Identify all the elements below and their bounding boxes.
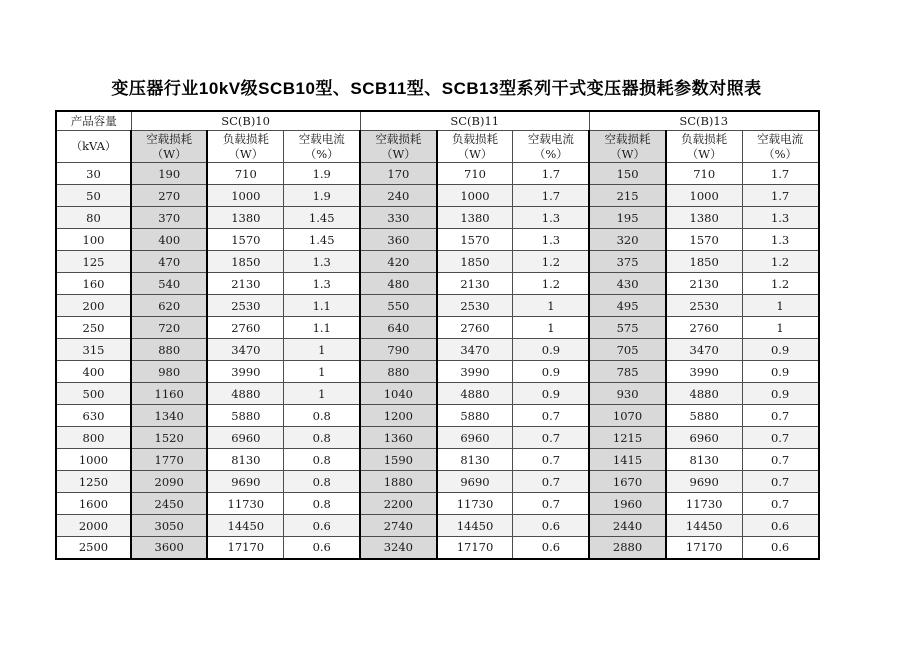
table-row <box>56 207 819 229</box>
capacity-cell: 200 <box>56 295 131 317</box>
load-loss-cell: 17170 <box>666 537 742 559</box>
noload-loss-cell: 1960 <box>589 493 665 515</box>
load-loss-cell: 2130 <box>666 273 742 295</box>
capacity-cell: 250 <box>56 317 131 339</box>
noload-current-cell: 1.3 <box>513 207 589 229</box>
noload-current-cell: 0.6 <box>742 515 818 537</box>
noload-current-cell: 1.2 <box>742 251 818 273</box>
noload-loss-cell: 1340 <box>131 405 207 427</box>
table-row <box>56 493 819 515</box>
load-loss-cell: 2130 <box>437 273 513 295</box>
header-group-scb10: SC(B)10 <box>131 111 360 131</box>
noload-current-cell: 0.7 <box>513 493 589 515</box>
noload-loss-cell: 2440 <box>589 515 665 537</box>
table-row <box>56 229 819 251</box>
noload-current-cell: 1.7 <box>513 163 589 185</box>
noload-loss-cell: 360 <box>360 229 436 251</box>
noload-current-cell: 1.3 <box>513 229 589 251</box>
table-row <box>56 427 819 449</box>
capacity-cell: 160 <box>56 273 131 295</box>
load-loss-cell: 1000 <box>437 185 513 207</box>
noload-loss-cell: 420 <box>360 251 436 273</box>
load-loss-cell: 9690 <box>666 471 742 493</box>
noload-loss-cell: 1415 <box>589 449 665 471</box>
noload-current-cell: 1.3 <box>742 207 818 229</box>
noload-current-cell: 0.7 <box>742 405 818 427</box>
noload-current-cell: 0.7 <box>742 471 818 493</box>
noload-loss-cell: 470 <box>131 251 207 273</box>
noload-loss-cell: 1590 <box>360 449 436 471</box>
table-body <box>56 163 819 559</box>
load-loss-cell: 3990 <box>437 361 513 383</box>
load-loss-cell: 1000 <box>207 185 283 207</box>
noload-loss-cell: 1160 <box>131 383 207 405</box>
noload-loss-cell: 2740 <box>360 515 436 537</box>
load-loss-cell: 3990 <box>207 361 283 383</box>
noload-current-cell: 0.8 <box>284 427 360 449</box>
noload-loss-cell: 1770 <box>131 449 207 471</box>
capacity-cell: 125 <box>56 251 131 273</box>
noload-loss-cell: 785 <box>589 361 665 383</box>
noload-current-cell: 0.8 <box>284 405 360 427</box>
noload-current-cell: 0.6 <box>513 515 589 537</box>
table-row <box>56 515 819 537</box>
load-loss-cell: 8130 <box>207 449 283 471</box>
load-loss-cell: 5880 <box>207 405 283 427</box>
noload-current-cell: 1.9 <box>284 185 360 207</box>
noload-loss-cell: 375 <box>589 251 665 273</box>
page-title: 变压器行业10kV级SCB10型、SCB11型、SCB13型系列干式变压器损耗参数对照表 <box>111 79 762 98</box>
header-product-capacity: 产品容量 <box>56 111 131 131</box>
load-loss-cell: 1380 <box>437 207 513 229</box>
load-loss-cell: 9690 <box>437 471 513 493</box>
load-loss-cell: 14450 <box>207 515 283 537</box>
noload-loss-cell: 190 <box>131 163 207 185</box>
load-loss-cell: 3470 <box>666 339 742 361</box>
noload-current-cell: 1.7 <box>513 185 589 207</box>
load-loss-cell: 11730 <box>437 493 513 515</box>
noload-current-cell: 1 <box>513 295 589 317</box>
table-row <box>56 339 819 361</box>
noload-current-cell: 1 <box>742 317 818 339</box>
load-loss-cell: 6960 <box>437 427 513 449</box>
capacity-cell: 1250 <box>56 471 131 493</box>
noload-loss-cell: 2880 <box>589 537 665 559</box>
noload-loss-cell: 3600 <box>131 537 207 559</box>
header-noload-loss: 空载损耗（W） <box>360 131 436 163</box>
noload-loss-cell: 1880 <box>360 471 436 493</box>
noload-loss-cell: 705 <box>589 339 665 361</box>
noload-loss-cell: 2090 <box>131 471 207 493</box>
header-row-groups <box>56 111 819 131</box>
noload-loss-cell: 400 <box>131 229 207 251</box>
header-noload-loss: 空载损耗（W） <box>589 131 665 163</box>
noload-loss-cell: 195 <box>589 207 665 229</box>
noload-loss-cell: 3050 <box>131 515 207 537</box>
load-loss-cell: 14450 <box>666 515 742 537</box>
load-loss-cell: 2530 <box>207 295 283 317</box>
load-loss-cell: 2130 <box>207 273 283 295</box>
table-row <box>56 471 819 493</box>
header-group-scb11: SC(B)11 <box>360 111 589 131</box>
noload-loss-cell: 880 <box>131 339 207 361</box>
capacity-cell: 100 <box>56 229 131 251</box>
capacity-cell: 1600 <box>56 493 131 515</box>
noload-current-cell: 0.6 <box>284 515 360 537</box>
header-noload-current: 空载电流（%） <box>513 131 589 163</box>
load-loss-cell: 2760 <box>437 317 513 339</box>
load-loss-cell: 1380 <box>666 207 742 229</box>
capacity-cell: 50 <box>56 185 131 207</box>
noload-loss-cell: 640 <box>360 317 436 339</box>
noload-current-cell: 0.8 <box>284 493 360 515</box>
noload-current-cell: 1.7 <box>742 185 818 207</box>
noload-current-cell: 0.6 <box>513 537 589 559</box>
noload-loss-cell: 2450 <box>131 493 207 515</box>
noload-current-cell: 1.9 <box>284 163 360 185</box>
capacity-cell: 400 <box>56 361 131 383</box>
noload-loss-cell: 790 <box>360 339 436 361</box>
noload-loss-cell: 430 <box>589 273 665 295</box>
load-loss-cell: 1000 <box>666 185 742 207</box>
load-loss-cell: 17170 <box>207 537 283 559</box>
header-noload-current: 空载电流（%） <box>742 131 818 163</box>
load-loss-cell: 3470 <box>437 339 513 361</box>
noload-loss-cell: 1070 <box>589 405 665 427</box>
noload-loss-cell: 980 <box>131 361 207 383</box>
noload-current-cell: 1.7 <box>742 163 818 185</box>
table-row <box>56 185 819 207</box>
table-row <box>56 361 819 383</box>
noload-loss-cell: 270 <box>131 185 207 207</box>
load-loss-cell: 710 <box>437 163 513 185</box>
noload-loss-cell: 240 <box>360 185 436 207</box>
noload-loss-cell: 930 <box>589 383 665 405</box>
noload-current-cell: 1.1 <box>284 317 360 339</box>
table-row <box>56 383 819 405</box>
noload-loss-cell: 1670 <box>589 471 665 493</box>
header-group-scb13: SC(B)13 <box>589 111 818 131</box>
noload-current-cell: 1 <box>742 295 818 317</box>
noload-loss-cell: 880 <box>360 361 436 383</box>
noload-current-cell: 0.9 <box>513 361 589 383</box>
noload-current-cell: 0.8 <box>284 471 360 493</box>
load-loss-cell: 710 <box>207 163 283 185</box>
noload-loss-cell: 540 <box>131 273 207 295</box>
table-row <box>56 317 819 339</box>
load-loss-cell: 6960 <box>666 427 742 449</box>
capacity-cell: 30 <box>56 163 131 185</box>
table-row <box>56 251 819 273</box>
noload-current-cell: 0.7 <box>513 449 589 471</box>
load-loss-cell: 11730 <box>666 493 742 515</box>
capacity-cell: 800 <box>56 427 131 449</box>
noload-current-cell: 1 <box>513 317 589 339</box>
noload-loss-cell: 620 <box>131 295 207 317</box>
table-row <box>56 163 819 185</box>
load-loss-cell: 1380 <box>207 207 283 229</box>
noload-current-cell: 0.7 <box>513 471 589 493</box>
noload-current-cell: 1.1 <box>284 295 360 317</box>
load-loss-cell: 3990 <box>666 361 742 383</box>
noload-current-cell: 0.6 <box>742 537 818 559</box>
noload-loss-cell: 720 <box>131 317 207 339</box>
noload-current-cell: 1.45 <box>284 207 360 229</box>
noload-current-cell: 0.7 <box>742 427 818 449</box>
capacity-cell: 500 <box>56 383 131 405</box>
noload-current-cell: 0.6 <box>284 537 360 559</box>
noload-current-cell: 1 <box>284 339 360 361</box>
noload-current-cell: 1.2 <box>513 273 589 295</box>
noload-loss-cell: 2200 <box>360 493 436 515</box>
load-loss-cell: 8130 <box>666 449 742 471</box>
noload-current-cell: 1 <box>284 361 360 383</box>
noload-loss-cell: 3240 <box>360 537 436 559</box>
noload-loss-cell: 1040 <box>360 383 436 405</box>
noload-current-cell: 0.9 <box>513 339 589 361</box>
capacity-cell: 1000 <box>56 449 131 471</box>
table-header <box>56 111 819 163</box>
table-row <box>56 405 819 427</box>
capacity-cell: 630 <box>56 405 131 427</box>
capacity-cell: 2500 <box>56 537 131 559</box>
noload-current-cell: 1.3 <box>742 229 818 251</box>
noload-loss-cell: 150 <box>589 163 665 185</box>
load-loss-cell: 5880 <box>666 405 742 427</box>
header-load-loss: 负载损耗（W） <box>666 131 742 163</box>
noload-current-cell: 1.2 <box>742 273 818 295</box>
noload-loss-cell: 320 <box>589 229 665 251</box>
load-loss-cell: 1850 <box>207 251 283 273</box>
load-loss-cell: 4880 <box>437 383 513 405</box>
noload-loss-cell: 575 <box>589 317 665 339</box>
noload-current-cell: 0.7 <box>513 427 589 449</box>
load-loss-cell: 4880 <box>666 383 742 405</box>
header-capacity-unit: （kVA） <box>56 131 131 163</box>
capacity-cell: 80 <box>56 207 131 229</box>
noload-current-cell: 0.9 <box>513 383 589 405</box>
noload-loss-cell: 480 <box>360 273 436 295</box>
noload-current-cell: 0.7 <box>742 449 818 471</box>
noload-current-cell: 1.2 <box>513 251 589 273</box>
load-loss-cell: 9690 <box>207 471 283 493</box>
load-loss-cell: 1570 <box>437 229 513 251</box>
load-loss-cell: 8130 <box>437 449 513 471</box>
noload-current-cell: 1.3 <box>284 273 360 295</box>
noload-loss-cell: 170 <box>360 163 436 185</box>
noload-current-cell: 0.7 <box>513 405 589 427</box>
load-loss-cell: 2760 <box>666 317 742 339</box>
table-row <box>56 295 819 317</box>
header-row-subheaders <box>56 131 819 163</box>
load-loss-cell: 2530 <box>666 295 742 317</box>
noload-current-cell: 0.8 <box>284 449 360 471</box>
load-loss-cell: 1570 <box>666 229 742 251</box>
capacity-cell: 2000 <box>56 515 131 537</box>
transformer-loss-comparison-table <box>55 110 820 560</box>
load-loss-cell: 3470 <box>207 339 283 361</box>
noload-current-cell: 1.45 <box>284 229 360 251</box>
noload-loss-cell: 495 <box>589 295 665 317</box>
table-row <box>56 449 819 471</box>
load-loss-cell: 14450 <box>437 515 513 537</box>
noload-loss-cell: 1215 <box>589 427 665 449</box>
noload-current-cell: 1.3 <box>284 251 360 273</box>
capacity-cell: 315 <box>56 339 131 361</box>
noload-loss-cell: 1520 <box>131 427 207 449</box>
noload-current-cell: 1 <box>284 383 360 405</box>
load-loss-cell: 5880 <box>437 405 513 427</box>
noload-loss-cell: 1360 <box>360 427 436 449</box>
load-loss-cell: 710 <box>666 163 742 185</box>
load-loss-cell: 4880 <box>207 383 283 405</box>
noload-current-cell: 0.7 <box>742 493 818 515</box>
load-loss-cell: 11730 <box>207 493 283 515</box>
noload-current-cell: 0.9 <box>742 361 818 383</box>
noload-loss-cell: 1200 <box>360 405 436 427</box>
noload-loss-cell: 370 <box>131 207 207 229</box>
table-row <box>56 537 819 559</box>
noload-current-cell: 0.9 <box>742 339 818 361</box>
load-loss-cell: 6960 <box>207 427 283 449</box>
noload-current-cell: 0.9 <box>742 383 818 405</box>
noload-loss-cell: 550 <box>360 295 436 317</box>
load-loss-cell: 1570 <box>207 229 283 251</box>
table-row <box>56 273 819 295</box>
noload-loss-cell: 215 <box>589 185 665 207</box>
header-noload-loss: 空载损耗（W） <box>131 131 207 163</box>
header-load-loss: 负载损耗（W） <box>207 131 283 163</box>
header-load-loss: 负载损耗（W） <box>437 131 513 163</box>
load-loss-cell: 1850 <box>666 251 742 273</box>
header-noload-current: 空载电流（%） <box>284 131 360 163</box>
load-loss-cell: 2760 <box>207 317 283 339</box>
noload-loss-cell: 330 <box>360 207 436 229</box>
load-loss-cell: 2530 <box>437 295 513 317</box>
load-loss-cell: 17170 <box>437 537 513 559</box>
load-loss-cell: 1850 <box>437 251 513 273</box>
